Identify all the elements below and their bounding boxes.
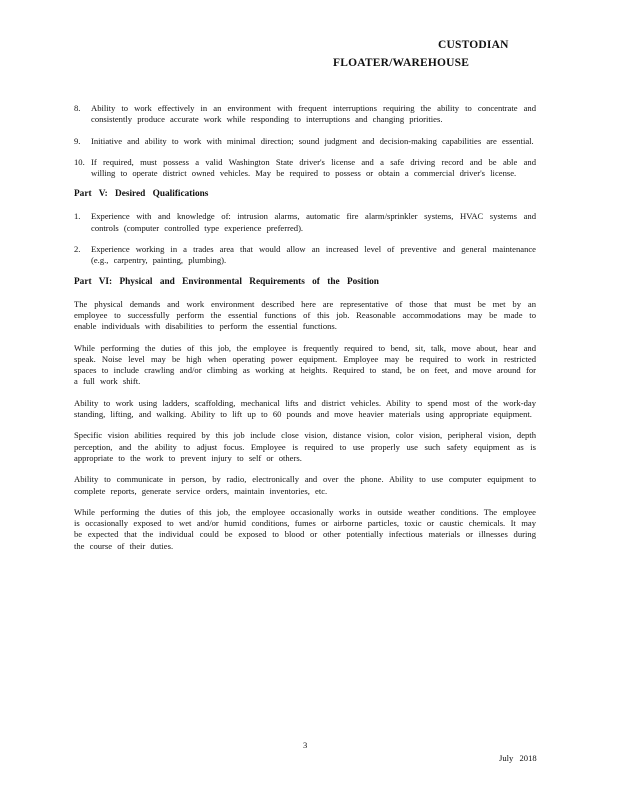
paragraph: While performing the duties of this job, the employee is frequently required to bend, sit, talk, move about, hear and speak. Noise level may be high when operating power equipment. Employee may be required to work in restricted spaces to include crawling and/or climbing as working at heights. Required to stand, be on feet, and move around for a full work shift.: [74, 342, 536, 387]
paragraph: While performing the duties of this job, the employee occasionally works in outside weather conditions. The employee is occasionally exposed to wet and/or humid conditions, fumes or airborne particles, toxic or caustic chemicals. It may be expected that the individual could be exposed to blood or other potentially infectious materials or illnesses during the course of their duties.: [74, 506, 536, 551]
item-text: Experience with and knowledge of: intrusion alarms, automatic fire alarm/sprinkler systems, HVAC systems and controls (computer controlled type experience preferred).: [91, 211, 536, 233]
job-title-line-1: CUSTODIAN: [438, 39, 509, 51]
list-item: [74, 103, 536, 126]
item-number: 10.: [74, 156, 85, 167]
list-item: [74, 136, 536, 147]
page-number: 3: [303, 740, 308, 750]
list-item: [74, 157, 536, 180]
paragraph: The physical demands and work environment described here are representative of those that must be met by an employee to successfully perform the essential functions of this job. Reasonable accommodations may be made to enable individuals with disabilities to perform the essential functions.: [74, 298, 536, 332]
job-title-line-2: FLOATER/WAREHOUSE: [333, 57, 470, 69]
item-text: Ability to work effectively in an environment with frequent interruptions requiring the ability to concentrate and consistently produce accurate work while responding to interruptions and changing priorities.: [91, 103, 536, 125]
item-text: Experience working in a trades area that would allow an increased level of preventive and general maintenance (e.g., carpentry, painting, plumbing).: [91, 244, 536, 266]
section-heading-part-v: Part V: Desired Qualifications: [74, 189, 209, 200]
item-number: 2.: [74, 244, 81, 255]
item-text: Initiative and ability to work with minimal direction; sound judgment and decision-making capabilities are essential.: [91, 135, 534, 146]
item-text: If required, must possess a valid Washington State driver's license and a safe driving record and be able and willing to operate district owned vehicles. May be required to possess or obtain a commercial driver's license.: [91, 156, 536, 179]
list-item: [74, 211, 536, 234]
paragraph: Ability to communicate in person, by radio, electronically and over the phone. Ability to use computer equipment to complete reports, generate service orders, maintain inventories, etc.: [74, 474, 536, 496]
list-item: [74, 244, 536, 267]
item-number: 8.: [74, 103, 81, 113]
paragraph: Specific vision abilities required by this job include close vision, distance vision, color vision, peripheral vision, depth perception, and the ability to adjust focus. Employee is required to use properly use such safety equipment as is appropriate to the work to prevent injury to self or others.: [74, 430, 536, 463]
section-heading-part-vi: Part VI: Physical and Environmental Requirements of the Position: [74, 276, 379, 287]
paragraph: Ability to work using ladders, scaffolding, mechanical lifts and district vehicles. Ability to spend most of the work-day standing, lifting, and walking. Ability to lift up to 60 pounds and move heavier materials using appropriate equipment.: [74, 397, 536, 420]
item-number: 1.: [74, 211, 81, 222]
document-body: [74, 103, 536, 562]
item-number: 9.: [74, 135, 81, 146]
footer-date: July 2018: [499, 753, 537, 763]
